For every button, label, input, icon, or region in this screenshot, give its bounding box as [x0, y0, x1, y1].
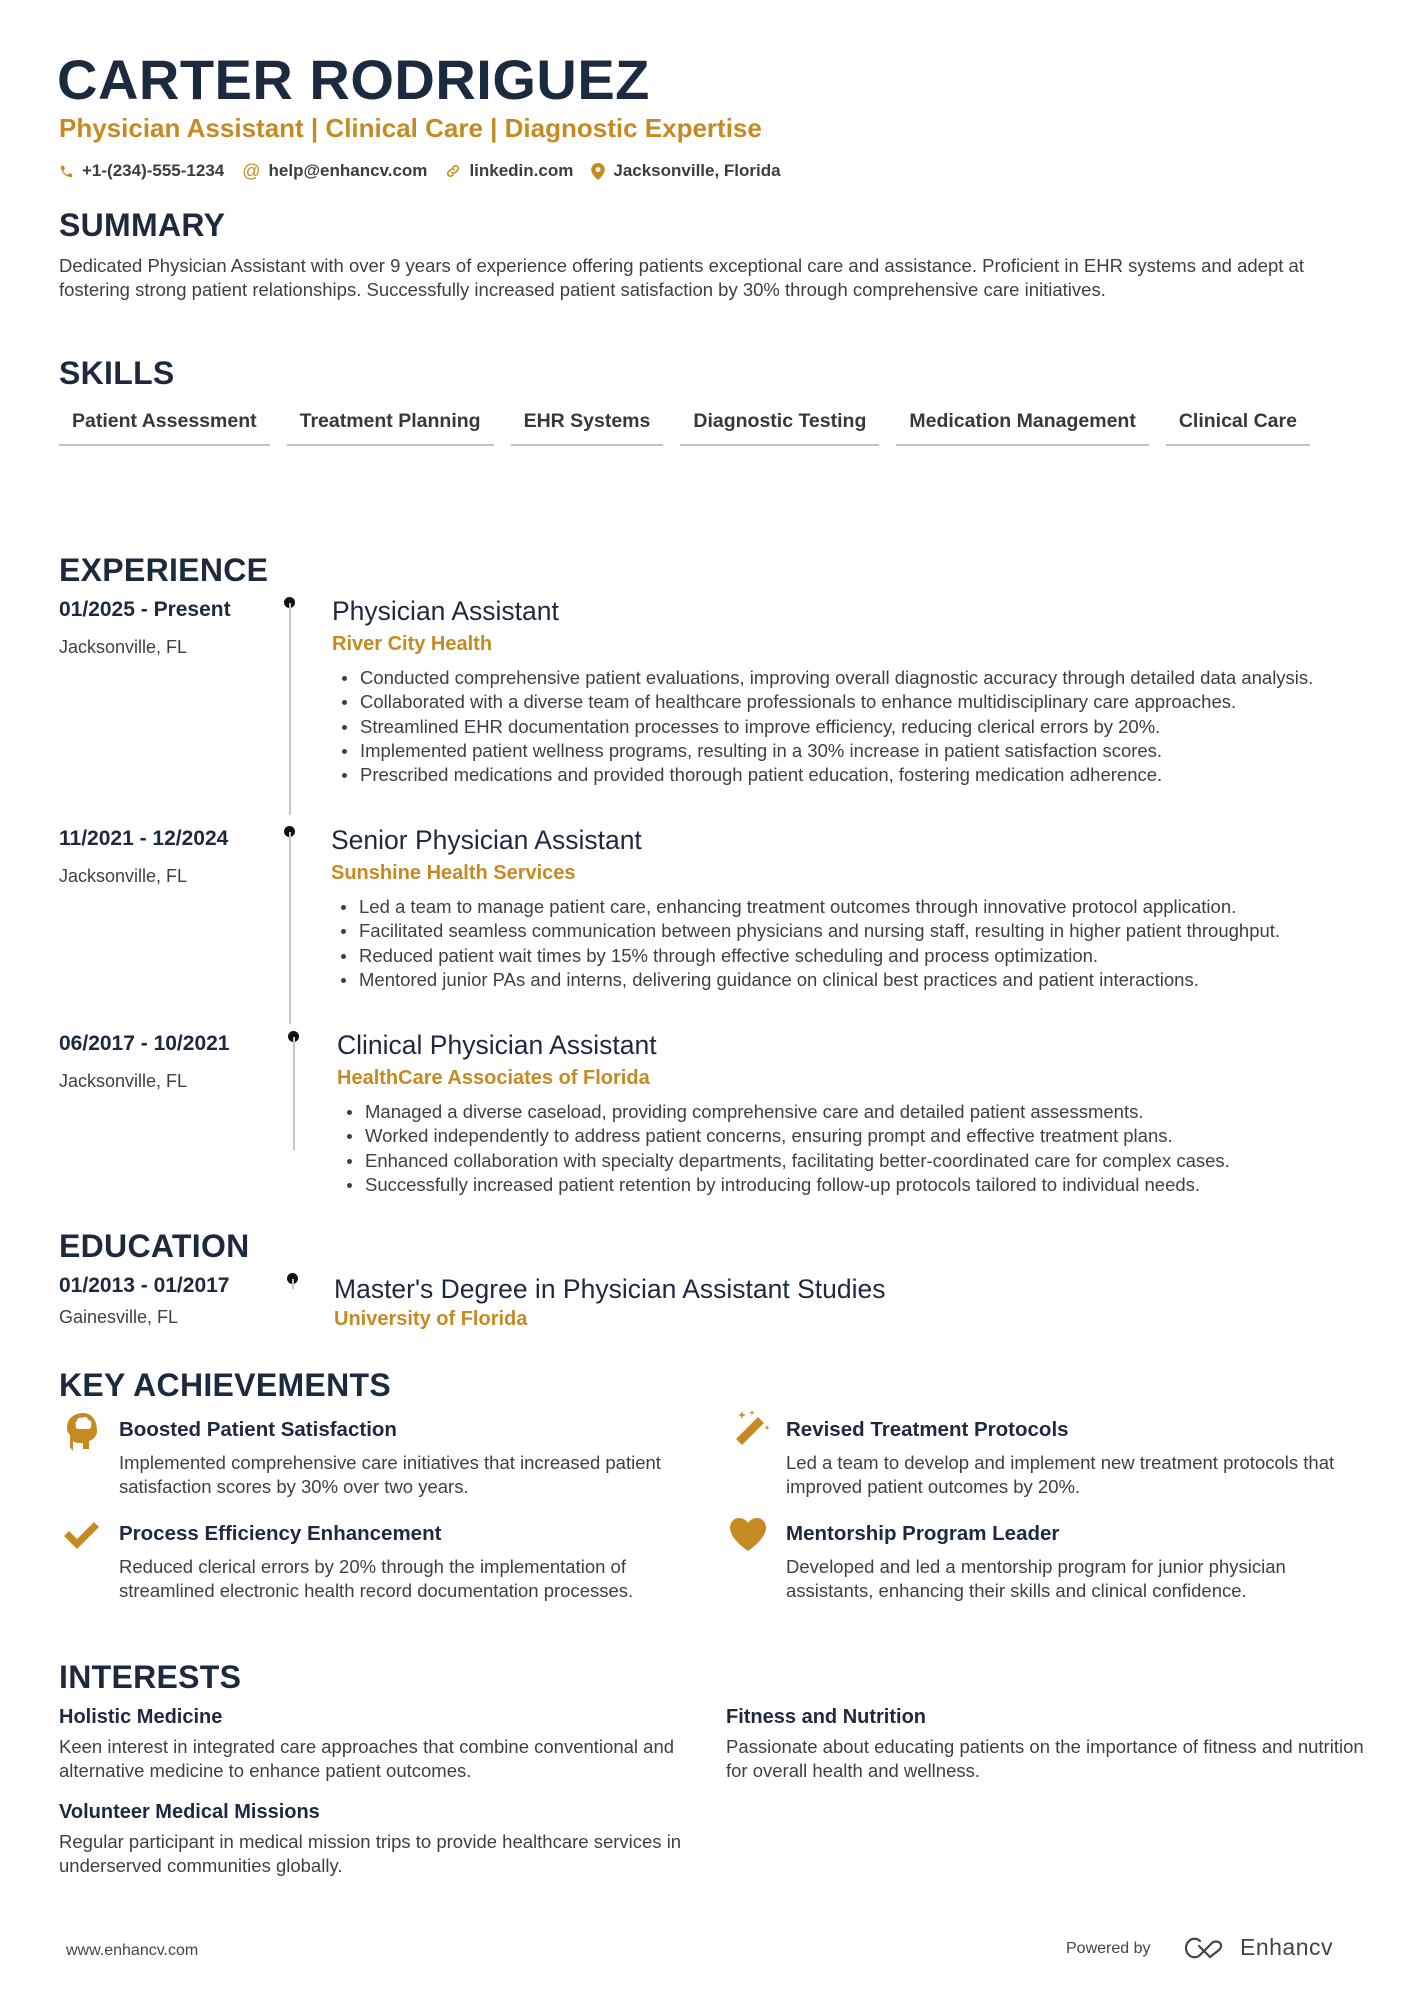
skills-heading: SKILLS [59, 355, 175, 391]
achievement-title: Boosted Patient Satisfaction [119, 1418, 397, 1441]
bullet-item: Conducted comprehensive patient evaluations, improving overall diagnostic accuracy through detailed data analysis. [332, 666, 1362, 690]
job-bullets [331, 895, 1361, 992]
bullet-item: Worked independently to address patient concerns, ensuring prompt and effective treatment plans. [337, 1124, 1367, 1148]
contact-email[interactable] [242, 160, 427, 182]
bullet-item: Reduced patient wait times by 15% through effective scheduling and process optimization. [331, 944, 1361, 968]
bullet-item: Streamlined EHR documentation processes to improve efficiency, reducing clerical errors by 20%. [332, 715, 1362, 739]
contact-linkedin[interactable] [445, 160, 573, 182]
bullet-item: Enhanced collaboration with specialty departments, facilitating better-coordinated care for complex cases. [337, 1149, 1367, 1173]
head-brain-icon [63, 1411, 103, 1451]
bullet-item: Prescribed medications and provided thorough patient education, fostering medication adherence. [332, 763, 1362, 787]
candidate-headline: Physician Assistant | Clinical Care | Diagnostic Expertise [59, 113, 762, 143]
contact-phone[interactable] [59, 160, 224, 182]
email-address: help@enhancv.com [268, 161, 428, 180]
interest-description: Regular participant in medical mission trips to provide healthcare services in underserved communities globally. [59, 1831, 682, 1877]
summary-text: Dedicated Physician Assistant with over 9 years of experience offering patients exceptional care and assistance. Proficient in EHR systems and adept at fostering strong patient relationships. Successfully increased patient satisfaction by 30% through comprehensive care initiatives. [59, 255, 1304, 300]
enhancv-logo-text: Enhancv [1240, 1934, 1334, 1960]
powered-by-label: Powered by [1066, 1940, 1151, 1957]
job-location: Jacksonville, FL [59, 866, 188, 886]
skill-tag: Medication Management [896, 404, 1148, 446]
link-icon [445, 163, 461, 179]
degree-title: Master's Degree in Physician Assistant Studies [334, 1274, 886, 1304]
achievement-title: Mentorship Program Leader [786, 1522, 1060, 1545]
linkedin-url: linkedin.com [469, 161, 574, 180]
bullet-item: Collaborated with a diverse team of healthcare professionals to enhance multidisciplinary care approaches. [332, 690, 1362, 714]
interest-description: Keen interest in integrated care approaches that combine conventional and alternative medicine to enhance patient outcomes. [59, 1736, 675, 1782]
experience-entry [59, 826, 1359, 1026]
interest-title: Fitness and Nutrition [726, 1706, 926, 1728]
job-location: Jacksonville, FL [59, 637, 188, 657]
education-dates: 01/2013 - 01/2017 [59, 1274, 230, 1297]
achievement-description: Developed and led a mentorship program for junior physician assistants, enhancing their skills and clinical confidence. [786, 1556, 1286, 1602]
achievement-title: Process Efficiency Enhancement [119, 1522, 442, 1545]
experience-entry [59, 597, 1359, 817]
education-location: Gainesville, FL [59, 1307, 179, 1327]
bullet-item: Led a team to manage patient care, enhancing treatment outcomes through innovative protocol application. [331, 895, 1361, 919]
skill-tag: Clinical Care [1166, 404, 1310, 446]
job-dates: 11/2021 - 12/2024 [59, 827, 229, 850]
enhancv-logo-icon [1182, 1935, 1230, 1961]
job-dates: 01/2025 - Present [59, 598, 231, 621]
skills-list [59, 404, 1359, 446]
contact-location [591, 160, 780, 182]
achievement-title: Revised Treatment Protocols [786, 1418, 1069, 1441]
candidate-name: CARTER RODRIGUEZ [57, 48, 650, 111]
experience-entry [59, 1031, 1359, 1231]
interest-item [59, 1799, 699, 1879]
heart-icon [728, 1515, 768, 1555]
job-title: Clinical Physician Assistant [337, 1030, 657, 1060]
at-icon: @ [242, 161, 261, 181]
interest-description: Passionate about educating patients on the importance of fitness and nutrition for overall health and wellness. [726, 1736, 1364, 1782]
phone-number: +1-(234)-555-1234 [82, 161, 225, 180]
magic-wand-icon [732, 1409, 772, 1449]
bullet-item: Managed a diverse caseload, providing comprehensive care and detailed patient assessments. [337, 1100, 1367, 1124]
skill-tag: Diagnostic Testing [680, 404, 879, 446]
achievement-description: Implemented comprehensive care initiatives that increased patient satisfaction scores by 30% over two years. [119, 1452, 661, 1498]
education-entry [59, 1273, 1359, 1333]
bullet-item: Facilitated seamless communication between physicians and nursing staff, resulting in higher patient throughput. [331, 919, 1361, 943]
education-heading: EDUCATION [59, 1228, 250, 1264]
timeline-line [293, 1037, 295, 1150]
interest-item [59, 1704, 699, 1784]
phone-icon [59, 164, 74, 179]
contact-bar [59, 160, 781, 182]
interest-title: Volunteer Medical Missions [59, 1801, 320, 1823]
enhancv-logo[interactable] [1182, 1934, 1333, 1961]
company-name: Sunshine Health Services [331, 862, 576, 884]
achievement-description: Led a team to develop and implement new treatment protocols that improved patient outcomes by 20%. [786, 1452, 1335, 1498]
company-name: HealthCare Associates of Florida [337, 1067, 650, 1089]
interest-item [726, 1704, 1366, 1784]
job-title: Senior Physician Assistant [331, 825, 642, 855]
skill-tag: EHR Systems [511, 404, 664, 446]
checkmark-icon [61, 1515, 101, 1555]
achievement-description: Reduced clerical errors by 20% through the implementation of streamlined electronic health record documentation processes. [119, 1556, 634, 1602]
job-dates: 06/2017 - 10/2021 [59, 1032, 230, 1055]
job-bullets [332, 666, 1362, 787]
job-title: Physician Assistant [332, 596, 559, 626]
company-name: River City Health [332, 633, 493, 655]
timeline-line [289, 832, 291, 1024]
timeline-line [289, 603, 291, 815]
achievements-heading: KEY ACHIEVEMENTS [59, 1367, 391, 1403]
bullet-item: Mentored junior PAs and interns, delivering guidance on clinical best practices and patient interactions. [331, 968, 1361, 992]
bullet-item: Implemented patient wellness programs, resulting in a 30% increase in patient satisfaction scores. [332, 739, 1362, 763]
job-bullets [337, 1100, 1367, 1197]
location-text: Jacksonville, Florida [613, 161, 781, 180]
experience-heading: EXPERIENCE [59, 552, 269, 588]
skill-tag: Patient Assessment [59, 404, 270, 446]
location-pin-icon [591, 163, 605, 180]
bullet-item: Successfully increased patient retention by introducing follow-up protocols tailored to individual needs. [337, 1173, 1367, 1197]
interests-heading: INTERESTS [59, 1659, 242, 1695]
timeline-line [292, 1279, 294, 1289]
job-location: Jacksonville, FL [59, 1071, 188, 1091]
footer-url-link[interactable]: www.enhancv.com [66, 1942, 199, 1959]
school-name: University of Florida [334, 1308, 528, 1330]
summary-heading: SUMMARY [59, 207, 226, 243]
skill-tag: Treatment Planning [287, 404, 494, 446]
interest-title: Holistic Medicine [59, 1706, 223, 1728]
